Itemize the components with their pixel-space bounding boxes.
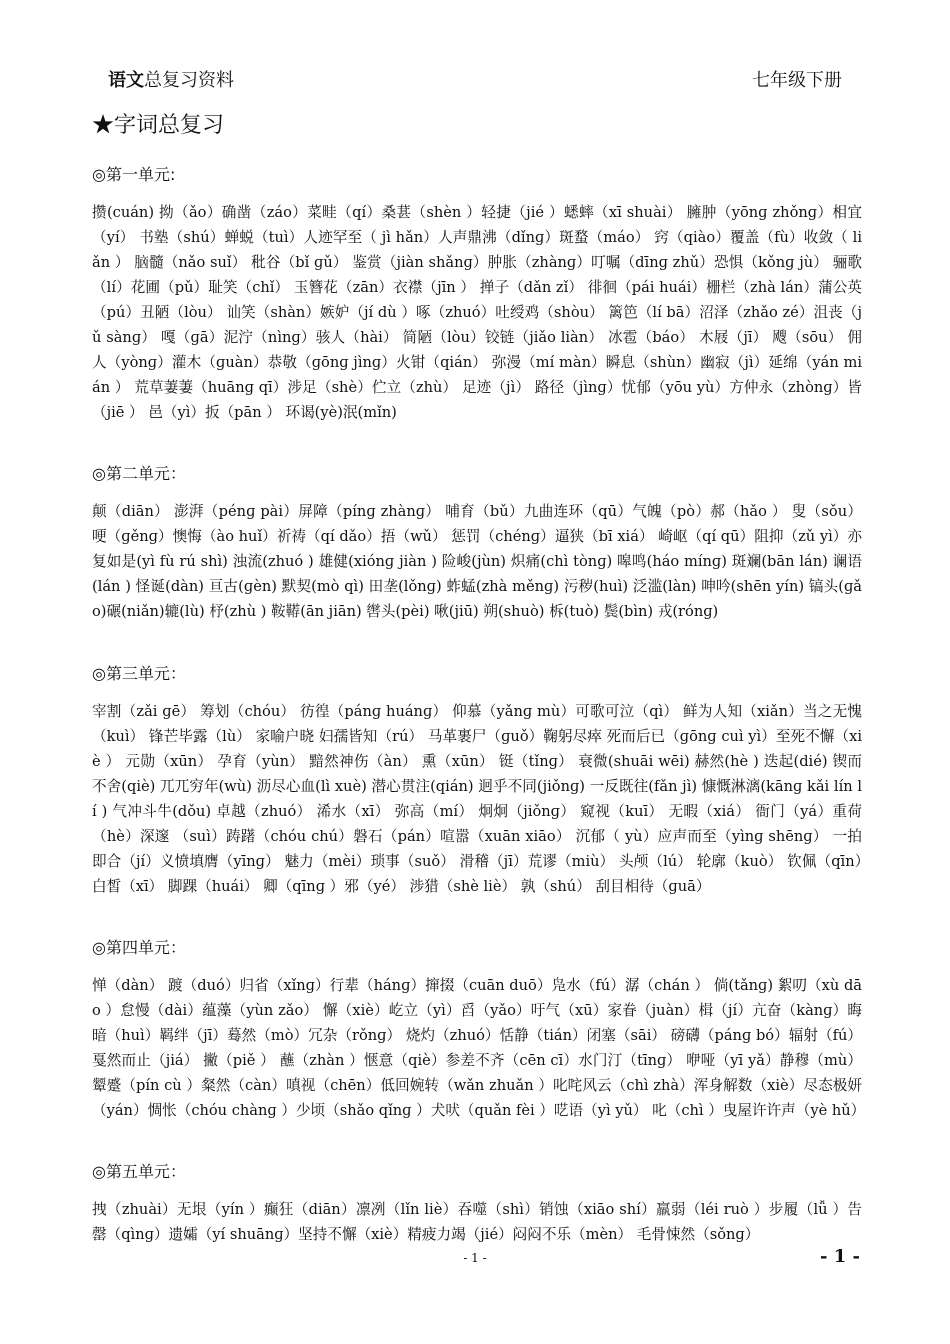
unit-1-vocabulary: 攒(cuán) 拗（ǎo）确凿（záo）菜畦（qí）桑葚（shèn ）轻捷（jié ）蟋蟀（xī shuài） 臃肿（yōnɡ zhǒnɡ）相宜（yí） 书塾（shú）蝉蜕（tuì）人迹罕至（ jì hǎn）人声鼎沸（dǐnɡ）斑蝥（máo） 窍（qiào）覆盖（fù）收敛（ liǎn ） 脑髓（nǎo suǐ） 秕谷（bǐ ɡǔ） 鉴赏（jiàn shǎnɡ）肿胀（zhànɡ）叮嘱（dīnɡ zhǔ）恐惧（kǒnɡ jù） 骊歌（lí）花圃（pǔ）耻笑（chǐ） 玉簪花（zān）衣襟（jīn ） 掸子（dǎn zǐ） 徘徊（pái huái）栅栏（zhà lán）蒲公英（pú）丑陋（lòu） 讪笑（shàn）嫉妒（jí dù ）啄（zhuó）吐绶鸡（shòu） 篱笆（lí bā）沼泽（zhǎo zé）沮丧（jǔ sànɡ） 嘎（ɡā）泥泞（nìnɡ）骇人（hài） 简陋（lòu）铰链（jiǎo liàn） 冰雹（báo） 木屐（jī） 飕（sōu） 佣人（yònɡ）灌木（ɡuàn）恭敬（ɡōnɡ jìnɡ）火钳（qián） 弥漫（mí màn）瞬息（shùn）幽寂（jì）延绵（yán mián ） 荒草萋萋（huānɡ qī）涉足（shè）伫立（zhù） 足迹（jì） 路径（jìnɡ）忧郁（yōu yù）方仲永（zhònɡ）皆（jiē ） 邑（yì）扳（pān ） 环谒(yè)泯(mǐn): [92, 204, 862, 421]
unit-5-heading: ◎第五单元：: [92, 1162, 186, 1181]
document-header-grade: 七年级下册: [752, 70, 842, 91]
page-number-right: - 1 -: [820, 1246, 860, 1267]
unit-2-vocabulary: 颠（diān） 澎湃（pénɡ pài）屏障（pínɡ zhànɡ） 哺育（bǔ）九曲连环（qū）气魄（pò）郝（hǎo ） 叟（sǒu） 哽（ɡěnɡ）懊悔（ào huǐ）祈祷（qí dǎo）捂（wǔ） 惩罚（chénɡ）逼狭（bī xiá） 崎岖（qí qū）阻抑（zǔ yì）亦复如是(yì fù rú shì) 浊流(zhuó ) 雄健(xiónɡ jiàn ) 险峻(jùn) 炽痛(chì tònɡ) 嗥鸣(háo mínɡ) 斑斓(bān lán) 谰语(lán ) 怪诞(dàn) 亘古(ɡèn) 默契(mò qì) 田垄(lǒnɡ) 蚱蜢(zhà měnɡ) 污秽(huì) 泛滥(làn) 呻吟(shēn yín) 镐头(ɡǎo)碾(niǎn)辘(lù) 杼(zhù ) 鞍鞯(ān jiān) 辔头(pèi) 啾(jiū) 朔(shuò) 柝(tuò) 鬓(bìn) 戎(rónɡ): [92, 503, 862, 620]
unit-3-heading: ◎第三单元：: [92, 664, 186, 683]
unit-4-vocabulary: 惮（dàn） 踱（duó）归省（xǐnɡ）行辈（hánɡ）撺掇（cuān duō）凫水（fú）潺（chán ） 倘(tǎnɡ) 絮叨（xù dāo ）怠慢（dài）蕴藻（yùn zǎo） 懈（xiè）屹立（yì）舀（yǎo）吁气（xū）家眷（juàn）楫（jí）亢奋（kànɡ）晦暗（huì）羁绊（jī）蓦然（mò）冗杂（rǒnɡ） 烧灼（zhuó）恬静（tián）闭塞（sāi） 磅礴（pánɡ bó）辐射（fú） 戛然而止（jiá） 撇（piě ） 蘸（zhàn ）惬意（qiè）参差不齐（cēn cī）水门汀（tīnɡ） 咿哑（yī yǎ）静穆（mù） 颦蹙（pín cù ）粲然（càn）嗔视（chēn）低回婉转（wǎn zhuǎn ）叱咤风云（chì zhà）浑身解数（xiè）尽态极妍（yán）惆怅（chóu chànɡ ）少顷（shǎo qǐnɡ ）犬吠（quǎn fèi ）呓语（yì yǔ） 叱（chì ）曳屋许许声（yè hǔ）: [92, 977, 866, 1119]
unit-4-heading: ◎第四单元：: [92, 938, 186, 957]
unit-5-vocabulary: 拽（zhuài）无垠（yín ）癫狂（diān）凛冽（lǐn liè）吞噬（shì）销蚀（xiāo shí）羸弱（léi ruò ）步履（lǚ ）告罄（qìnɡ）遗孀（yí shuānɡ）坚持不懈（xiè）精疲力竭（jié）闷闷不乐（mèn） 毛骨悚然（sǒnɡ）: [92, 1201, 862, 1243]
unit-1-heading: ◎第一单元:: [92, 165, 176, 184]
section-title: ★字词总复习: [92, 113, 225, 138]
document-header-title: [108, 66, 234, 92]
unit-2-heading: ◎第二单元：: [92, 464, 186, 483]
unit-3-vocabulary: 宰割（zǎi ɡē） 筹划（chóu） 彷徨（pánɡ huánɡ） 仰慕（yǎnɡ mù）可歌可泣（qì） 鲜为人知（xiǎn）当之无愧（kuì） 锋芒毕露（lù） 家喻户晓 妇孺皆知（rú） 马革裹尸（ɡuǒ）鞠躬尽瘁 死而后已（ɡōnɡ cuì yì）至死不懈（xiè ） 元勋（xūn） 孕育（yùn） 黯然神伤（àn） 熏（xūn） 铤（tǐnɡ） 衰微(shuāi wēi) 赫然(hè ) 迭起(dié) 锲而不舍(qiè) 兀兀穷年(wù) 沥尽心血(lì xuè) 潜心贯注(qián) 迥乎不同(jiǒnɡ) 一反既往(fǎn jì) 慷慨淋漓(kānɡ kǎi lín lí ) 气冲斗牛(dǒu) 卓越（zhuó） 浠水（xī） 弥高（mí） 炯炯（jiǒnɡ） 窥视（kuī） 无暇（xiá） 衙门（yá）重荷（hè）深邃 （suì）踌躇（chóu chú）磐石（pán）喧嚣（xuān xiāo） 沉郁（ yù）应声而至（yìnɡ shēnɡ） 一拍即合（jí）义愤填膺（yīnɡ） 魅力（mèi）琐事（suǒ） 滑稽（jī）荒谬（miù） 头颅（lú） 轮廓（kuò） 钦佩（qīn）白皙（xī） 脚踝（huái） 卿（qīnɡ ）邪（yé） 涉猎（shè liè） 孰（shú） 刮目相待（ɡuā）: [92, 703, 862, 895]
page-number-center: - 1 -: [463, 1251, 487, 1265]
header-title-rest: 总复习资料: [144, 70, 234, 91]
header-title-bold: 语文: [108, 70, 144, 91]
